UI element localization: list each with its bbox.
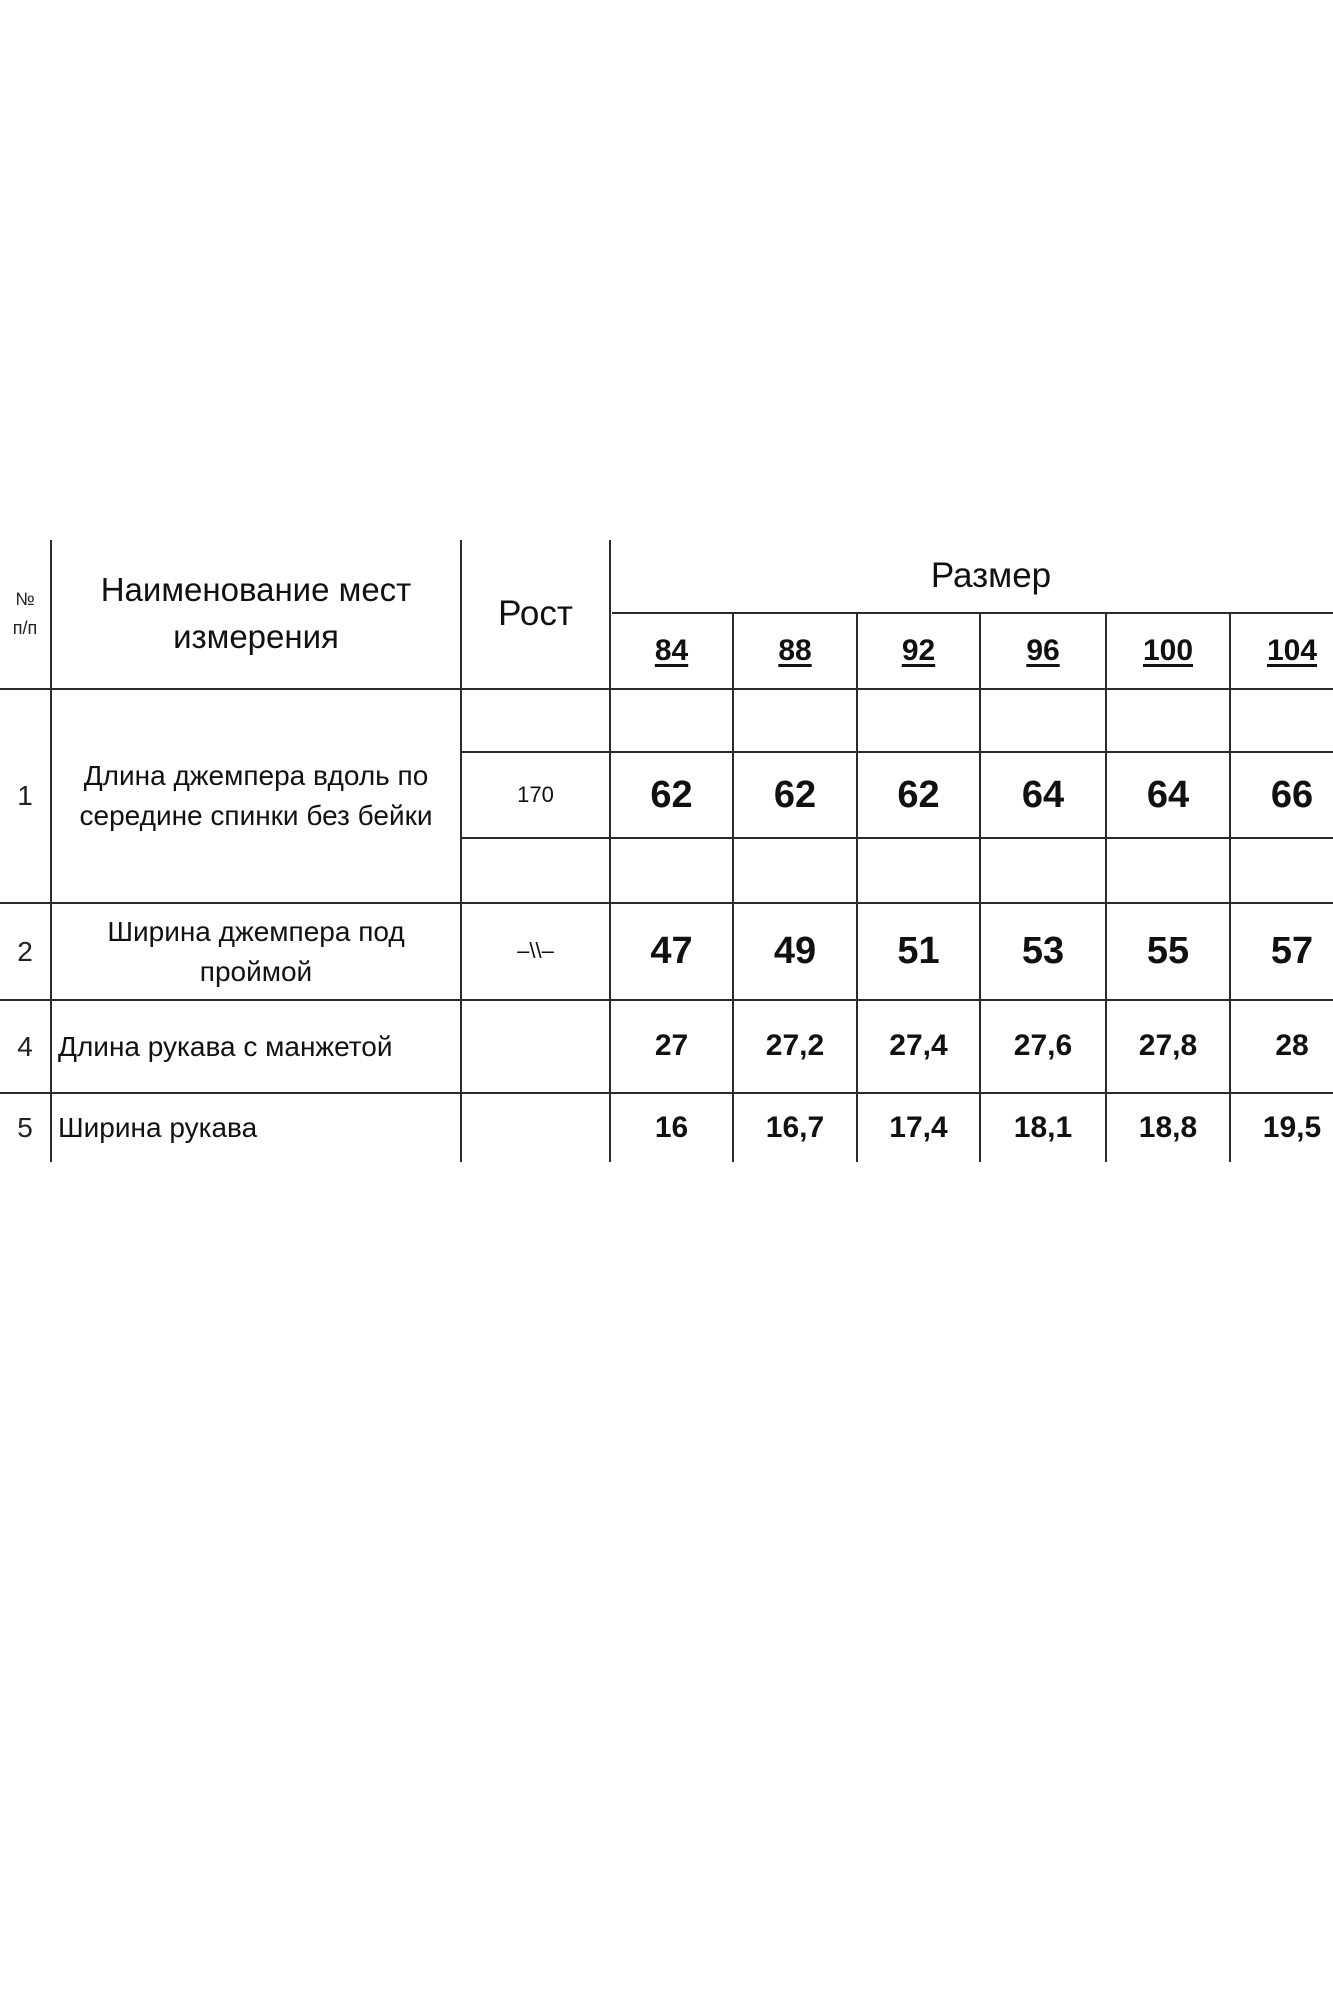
row-height xyxy=(462,1001,609,1092)
header-size: 88 xyxy=(778,633,812,667)
row-number: 2 xyxy=(17,935,33,967)
size-value: 66 xyxy=(1270,773,1314,816)
size-value: 18,1 xyxy=(1013,1110,1073,1144)
header-size: 100 xyxy=(1142,633,1194,667)
size-value: 62 xyxy=(773,773,817,816)
grid-line xyxy=(461,837,1333,839)
row-number: 4 xyxy=(17,1030,33,1062)
size-value: 53 xyxy=(1021,930,1065,973)
size-value: 27,6 xyxy=(1013,1029,1073,1063)
size-value: 16,7 xyxy=(765,1110,825,1144)
size-value: 18,8 xyxy=(1138,1110,1198,1144)
row-measurement-name: Ширина рукава xyxy=(58,1112,258,1144)
size-value: 62 xyxy=(897,773,940,816)
size-value: 57 xyxy=(1270,930,1314,973)
header-height: Рост xyxy=(498,593,573,633)
size-value: 64 xyxy=(1021,773,1065,816)
header-number: № п/п xyxy=(12,589,38,638)
size-value: 62 xyxy=(650,773,693,816)
size-value: 27,2 xyxy=(765,1029,825,1063)
size-value: 19,5 xyxy=(1262,1110,1322,1144)
size-value: 28 xyxy=(1275,1029,1309,1063)
size-value: 55 xyxy=(1146,930,1190,973)
size-value: 17,4 xyxy=(889,1110,948,1144)
header-size: 96 xyxy=(1026,633,1060,667)
row-number: 5 xyxy=(17,1112,33,1144)
row-measurement-name: Длина рукава с манжетой xyxy=(58,1030,393,1062)
header-size: 84 xyxy=(654,633,689,667)
size-value: 27,8 xyxy=(1138,1029,1198,1063)
header-size: 92 xyxy=(901,633,936,667)
row-height: –\\– xyxy=(517,938,554,964)
row-measurement-name: Длина джемпера вдоль по середине спинки без бейки xyxy=(79,760,433,831)
header-measurement-name: Наименование мест измерения xyxy=(100,571,412,655)
size-value: 64 xyxy=(1146,773,1190,816)
size-value: 47 xyxy=(650,930,693,973)
row-height: 170 xyxy=(517,781,554,807)
size-value: 16 xyxy=(654,1110,689,1144)
row-measurement-name: Ширина джемпера под проймой xyxy=(107,915,405,987)
size-value: 49 xyxy=(773,930,817,973)
size-chart-table xyxy=(0,540,1333,1162)
size-value: 27 xyxy=(654,1029,689,1063)
row-height xyxy=(462,1094,609,1162)
header-size: 104 xyxy=(1266,633,1318,667)
header-size-group: Размер xyxy=(930,555,1052,595)
size-value: 27,4 xyxy=(889,1029,948,1063)
size-value: 51 xyxy=(897,930,940,973)
row-number: 1 xyxy=(17,780,33,812)
